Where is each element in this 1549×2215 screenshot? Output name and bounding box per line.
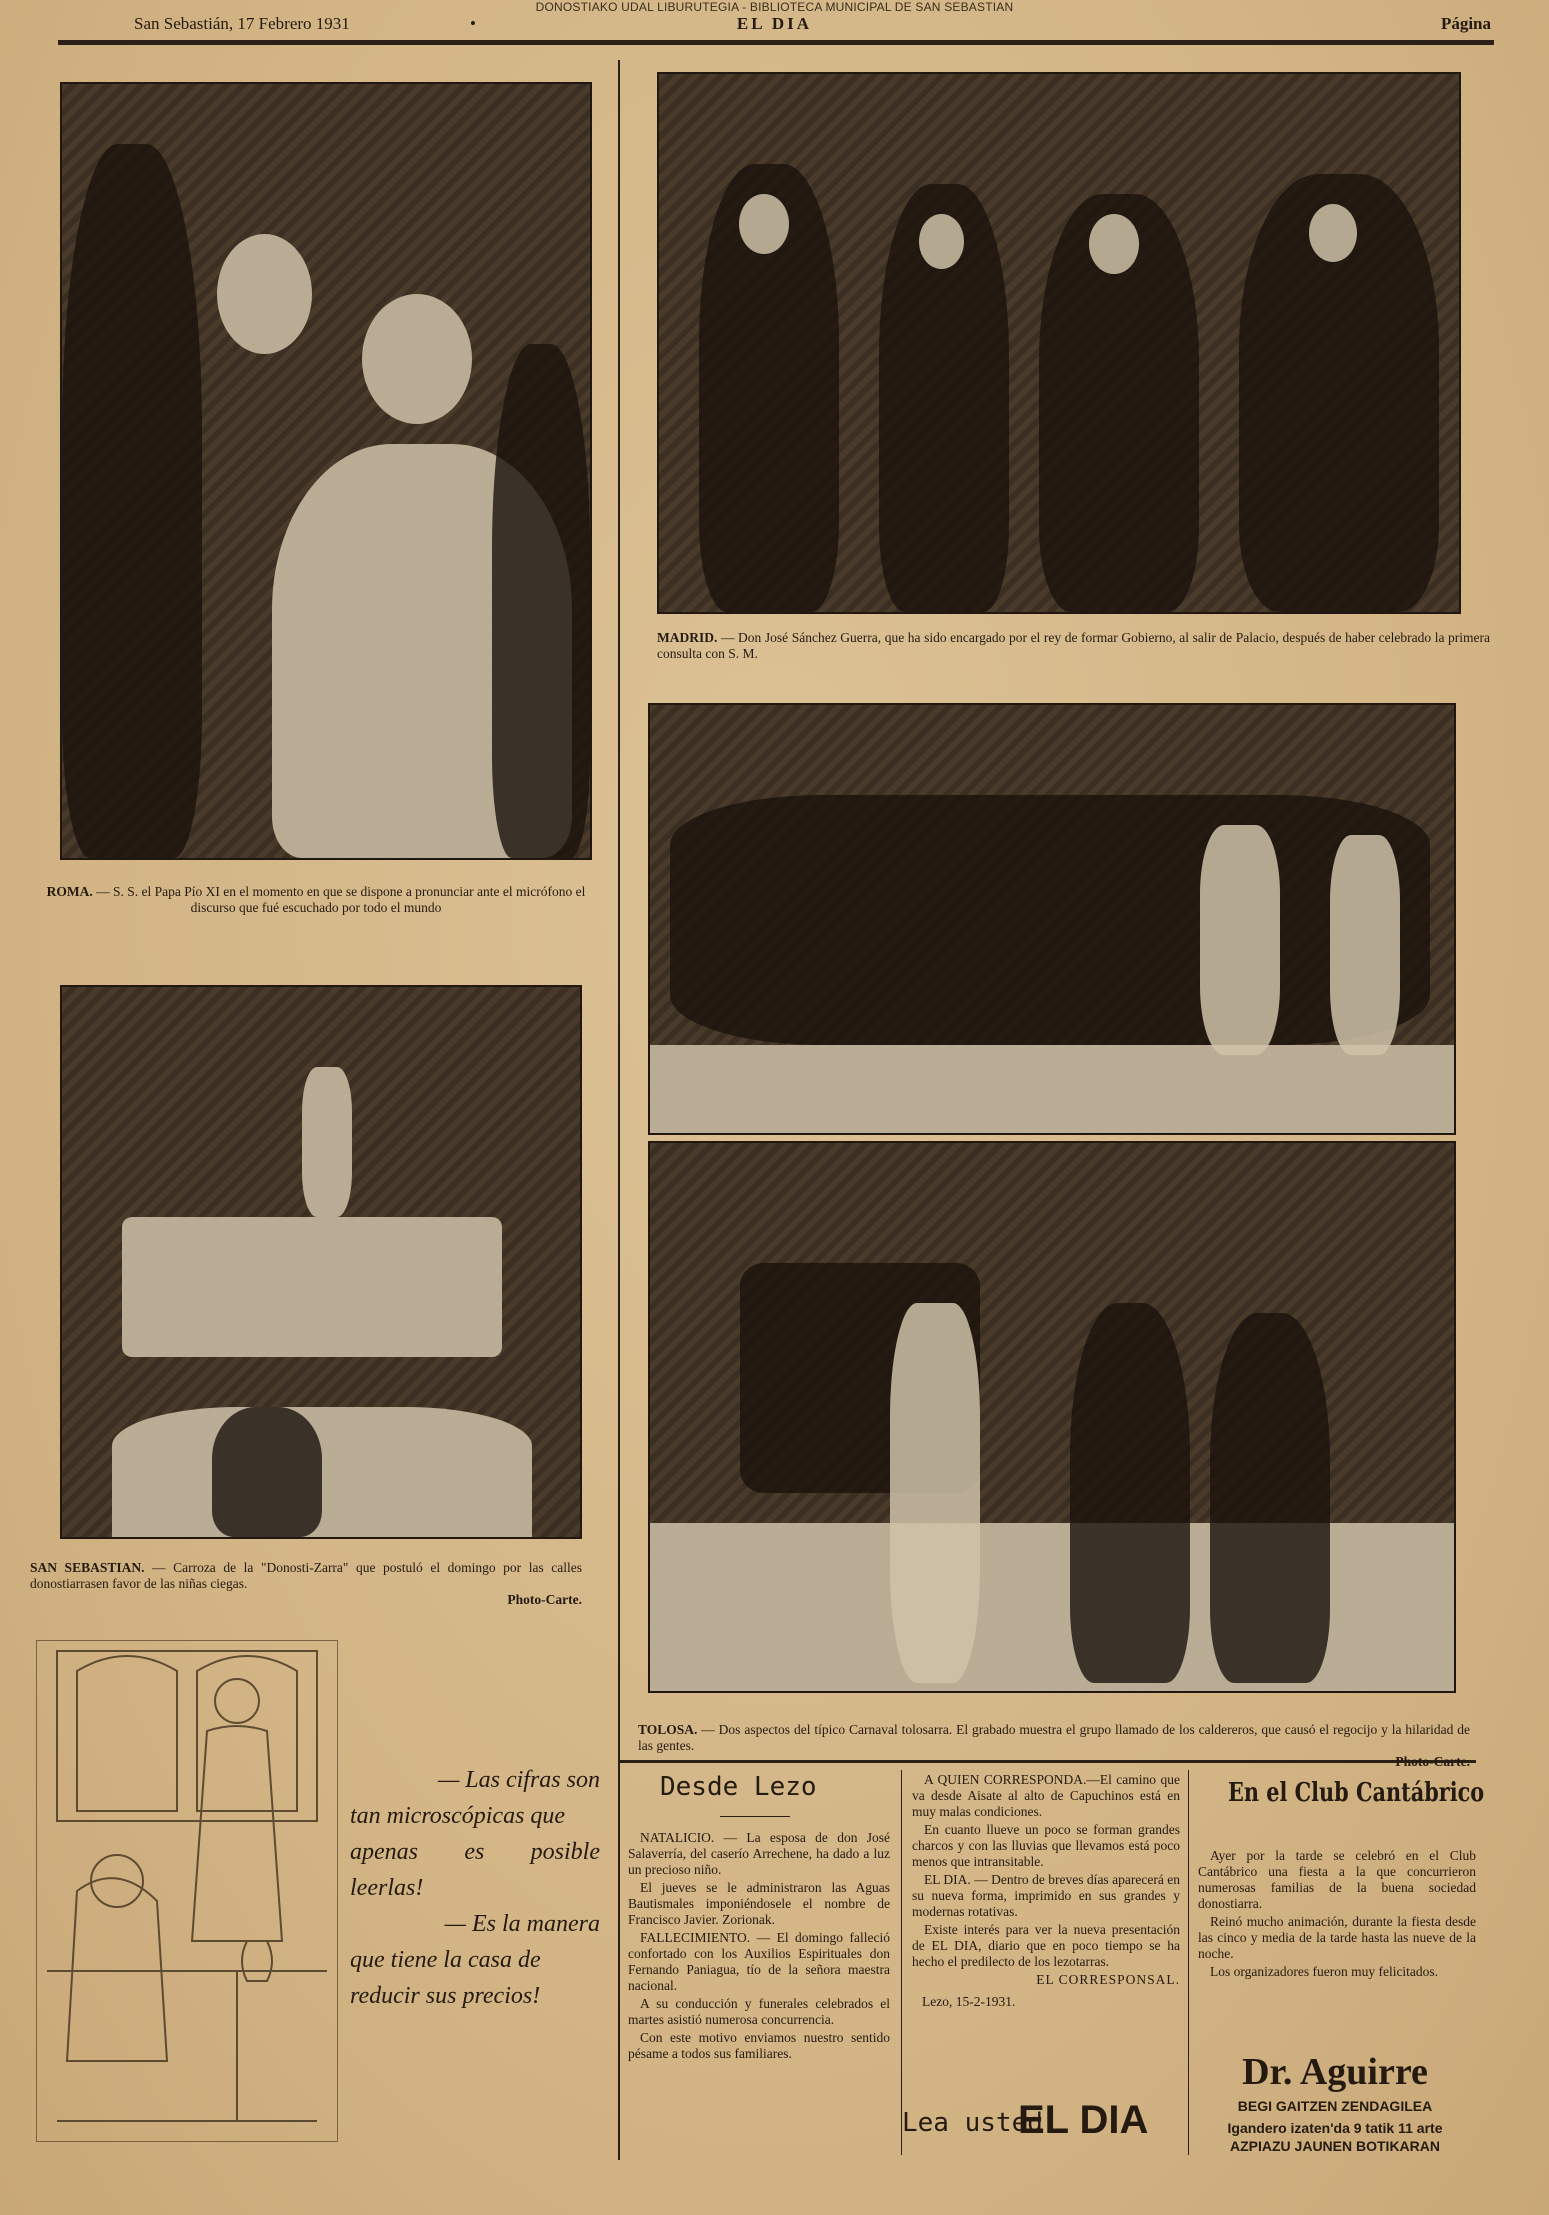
aguirre-title: Dr. Aguirre	[1242, 2051, 1428, 2093]
ad-line-3: apenas es posible	[350, 1839, 600, 1865]
lezo-paragraph-8: EL DIA. — Dentro de breves días aparecerá en su nueva forma, imprimido en sus grandes y modernas rotativas.	[912, 1872, 1180, 1919]
photo-tolosa-caldereros	[648, 1141, 1456, 1693]
header-paper-name: EL DIA	[736, 14, 813, 33]
lezo-paragraph-5: Con este motivo enviamos nuestro sentido pésame a todos sus familiares.	[628, 2030, 890, 2061]
ad-line-7: reducir sus precios!	[350, 1983, 541, 2009]
caption-tolosa-lead: TOLOSA.	[638, 1722, 698, 1737]
ad-illustration-sketch	[37, 1641, 337, 2141]
cantabrico-paragraph-2: Reinó mucho animación, durante la fiesta desde las cinco y media de la tarde hasta las nueve de la noche.	[1198, 1914, 1476, 1961]
caption-tolosa-credit: Photo-Carte.	[1395, 1754, 1470, 1769]
photo-sansebastian-carroza	[60, 985, 582, 1539]
ad-line-5: — Es la manera	[444, 1911, 600, 1937]
library-stamp: DONOSTIAKO UDAL LIBURUTEGIA - BIBLIOTECA MUNICIPAL DE SAN SEBASTIAN	[535, 0, 1014, 14]
ad-text-block	[350, 1762, 600, 2014]
header-page-label: Página	[1440, 14, 1491, 33]
caption-madrid-text: — Don José Sánchez Guerra, que ha sido encargado por el rey de formar Gobierno, al salir de Palacio, después de haber celebrado la primera consulta con S. M.	[657, 630, 1491, 661]
aguirre-line-2: Igandero izaten'da 9 tatik 11 arte	[1227, 2120, 1443, 2136]
caption-roma-lead: ROMA.	[46, 884, 93, 899]
lezo-column-divider	[901, 1770, 902, 2155]
header-bullet: •	[470, 14, 476, 33]
ad-line-2: tan microscópicas que	[350, 1803, 566, 1829]
caption-sansebastian	[30, 1560, 582, 1608]
lea-usted-label: Lea usted	[902, 2108, 1043, 2138]
lezo-paragraph-7: En cuanto llueve un poco se forman grandes charcos y con las lluvias que llevamos está poco menos que intransitable.	[912, 1822, 1180, 1869]
ad-illustration	[36, 1640, 338, 2142]
cantabrico-paragraph-1: Ayer por la tarde se celebró en el Club Cantábrico una fiesta a la que concurrieron numerosas familias de la buena sociedad donostiarra.	[1198, 1848, 1476, 1911]
lezo-paragraph-4: A su conducción y funerales celebrados el martes asistió numerosa concurrencia.	[628, 1996, 890, 2027]
ad-line-6: que tiene la casa de	[350, 1947, 541, 1973]
caption-tolosa-text: — Dos aspectos del típico Carnaval tolosarra. El grabado muestra el grupo llamado de los caldereros, que causó el regocijo y la hilaridad de las gentes.	[638, 1722, 1470, 1753]
photo-tolosa-carnaval-group	[648, 703, 1456, 1135]
caption-sansebastian-credit: Photo-Carte.	[507, 1592, 582, 1607]
caption-tolosa	[638, 1722, 1470, 1770]
caption-roma-text: — S. S. el Papa Pío XI en el momento en que se dispone a pronunciar ante el micrófono el discurso que fué escuchado por todo el mundo	[96, 884, 586, 915]
header-rule	[58, 40, 1494, 45]
lezo-paragraph-2: El jueves se le administraron las Aguas Bautismales imponiéndosele el nombre de Francisco Javier. Zorionak.	[628, 1880, 890, 1927]
header-place-date: San Sebastián, 17 Febrero 1931	[134, 14, 350, 33]
aguirre-line-3: AZPIAZU JAUNEN BOTIKARAN	[1230, 2138, 1440, 2154]
caption-sansebastian-lead: SAN SEBASTIAN.	[30, 1560, 145, 1575]
lezo-column-2	[912, 1772, 1180, 2010]
lezo-dateline: Lezo, 15-2-1931.	[922, 1994, 1016, 2009]
photo-roma-pope	[60, 82, 592, 860]
lezo-paragraph-6: A QUIEN CORRESPONDA.—El camino que va desde Aisate al alto de Capuchinos está en muy malas condiciones.	[912, 1772, 1180, 1819]
lezo-column-1	[628, 1830, 890, 2064]
column-divider	[618, 60, 620, 2160]
lezo-paragraph-9: Existe interés para ver la nueva presentación de EL DIA, diario que en poco tiempo se ha hecho el predilecto de los lezotarras.	[912, 1922, 1180, 1969]
cantabrico-title: En el Club Cantábrico	[1228, 1778, 1485, 1808]
caption-roma	[36, 884, 596, 916]
caption-sansebastian-text: — Carroza de la "Donosti-Zarra" que postuló el domingo por las calles donostiarrasen favor de las niñas ciegas.	[30, 1560, 582, 1591]
caption-madrid	[657, 630, 1490, 662]
cantabrico-paragraph-3: Los organizadores fueron muy felicitados.	[1210, 1964, 1439, 1979]
lezo-title: Desde Lezo	[660, 1772, 817, 1802]
cantabrico-column-divider	[1188, 1770, 1189, 2155]
lezo-signature: EL CORRESPONSAL.	[1036, 1972, 1180, 1987]
el-dia-ad-title: EL DIA	[1018, 2098, 1149, 2142]
caption-madrid-lead: MADRID.	[657, 630, 718, 645]
ad-line-4: leerlas!	[350, 1875, 424, 1901]
photo-madrid-sanchez-guerra	[657, 72, 1461, 614]
aguirre-line-1: BEGI GAITZEN ZENDAGILEA	[1237, 2098, 1433, 2114]
lezo-paragraph-1: NATALICIO. — La esposa de don José Salaverría, del caserío Arrechene, ha dado a luz un precioso niño.	[628, 1830, 890, 1877]
lezo-paragraph-3: FALLECIMIENTO. — El domingo falleció confortado con los Auxilios Espirituales don Fernando Paniagua, tío de la señora maestra nacional.	[628, 1930, 890, 1993]
lezo-title-ornament	[720, 1816, 790, 1817]
ad-line-1: — Las cifras son	[437, 1767, 600, 1793]
cantabrico-text	[1198, 1848, 1476, 1982]
